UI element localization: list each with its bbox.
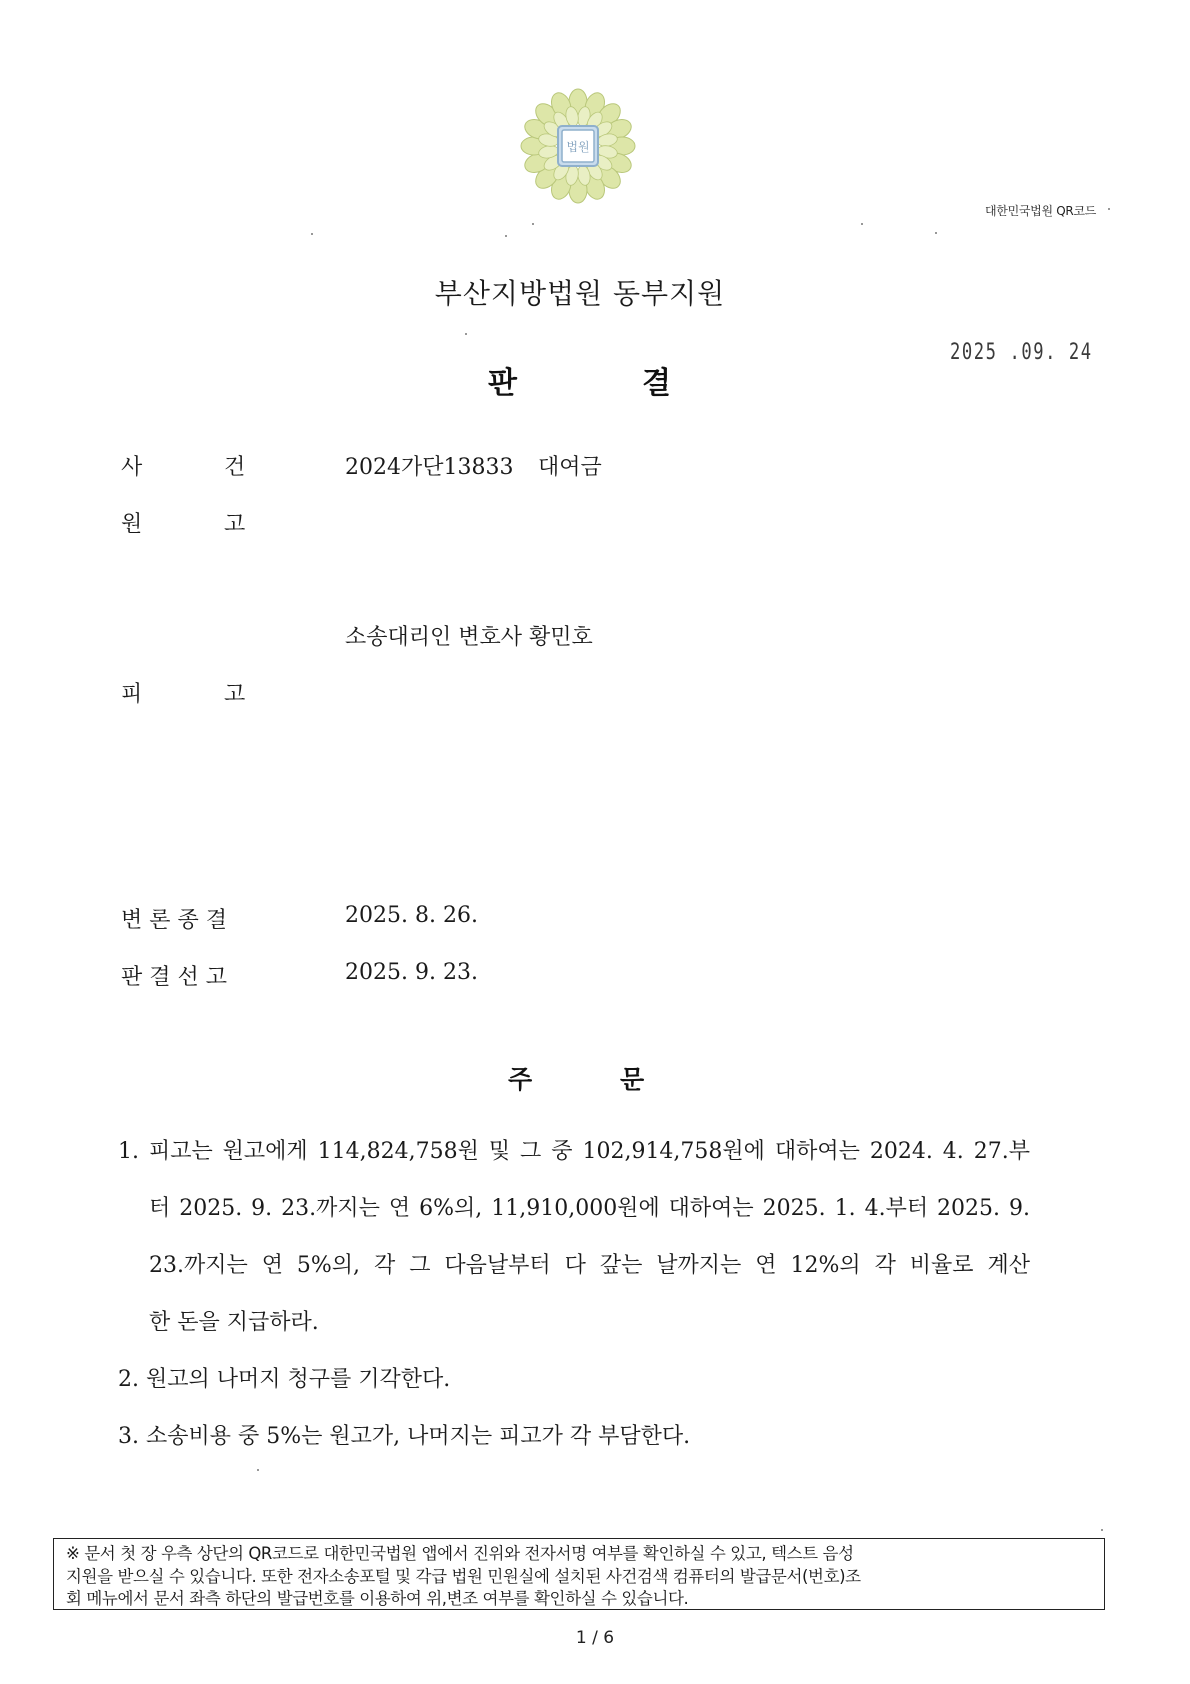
page-number: 1 / 6 — [575, 1628, 615, 1648]
verification-notice — [53, 1538, 1105, 1610]
case-label-2: 건 — [224, 455, 246, 480]
notice-line-2: 지원을 받으실 수 있습니다. 또한 전자소송포털 및 각급 법원 민원실에 설치된 사건검색 컴퓨터의 발급문서(번호)조 — [66, 1566, 861, 1586]
order-title-right: 문 — [620, 1065, 645, 1094]
scan-speck — [532, 223, 534, 225]
court-name: 부산지방법원 동부지원 — [434, 277, 726, 310]
order-item-1-line-1: 1. 피고는 원고에게 114,824,758원 및 그 중 102,914,758원에 대하여는 2024. 4. 27.부 — [118, 1139, 1030, 1164]
court-emblem-icon — [520, 88, 636, 204]
scan-speck — [311, 233, 313, 235]
scan-speck — [505, 235, 507, 237]
scan-speck — [935, 232, 937, 234]
document-title-right: 결 — [642, 366, 671, 401]
closing-label: 변 론 종 결 — [121, 908, 227, 933]
defendant-label-1: 피 — [121, 682, 143, 707]
judgment-label: 판 결 선 고 — [121, 965, 227, 990]
scan-speck — [1101, 1529, 1103, 1531]
order-title-left: 주 — [508, 1065, 533, 1094]
defendant-label-2: 고 — [224, 682, 246, 707]
case-label-1: 사 — [121, 455, 143, 480]
order-item-3: 3. 소송비용 중 5%는 원고가, 나머지는 피고가 각 부담한다. — [118, 1424, 691, 1449]
plaintiff-counsel: 소송대리인 변호사 황민호 — [345, 625, 593, 650]
case-name: 대여금 — [538, 455, 602, 480]
order-item-1-line-4: 한 돈을 지급하라. — [149, 1310, 319, 1335]
order-item-2: 2. 원고의 나머지 청구를 기각한다. — [118, 1367, 451, 1392]
plaintiff-label-1: 원 — [121, 512, 143, 537]
order-item-1-line-3: 23.까지는 연 5%의, 각 그 다음날부터 다 갚는 날까지는 연 12%의 각 비율로 계산 — [149, 1253, 1030, 1278]
scan-speck — [1108, 208, 1110, 210]
notice-line-1: ※ 문서 첫 장 우측 상단의 QR코드로 대한민국법원 앱에서 진위와 전자서명 여부를 확인하실 수 있고, 텍스트 음성 — [66, 1544, 854, 1563]
closing-date: 2025. 8. 26. — [345, 903, 478, 928]
document-title-left: 판 — [488, 366, 517, 401]
scan-speck — [465, 333, 467, 335]
scan-speck — [861, 223, 863, 225]
case-number: 2024가단13833 — [345, 455, 514, 480]
notice-line-3: 회 메뉴에서 문서 좌측 하단의 발급번호를 이용하여 위,변조 여부를 확인하실 수 있습니다. — [66, 1589, 689, 1608]
judgment-date: 2025. 9. 23. — [345, 960, 478, 985]
qr-code-label: 대한민국법원 QR코드 — [985, 204, 1097, 218]
order-item-1-line-2: 터 2025. 9. 23.까지는 연 6%의, 11,910,000원에 대하여는 2025. 1. 4.부터 2025. 9. — [149, 1196, 1030, 1221]
scan-speck — [257, 1469, 259, 1471]
emblem-text: 법원 — [566, 140, 590, 154]
stamp-date: 2025 .09. 24 — [950, 340, 1093, 365]
plaintiff-label-2: 고 — [224, 512, 246, 537]
